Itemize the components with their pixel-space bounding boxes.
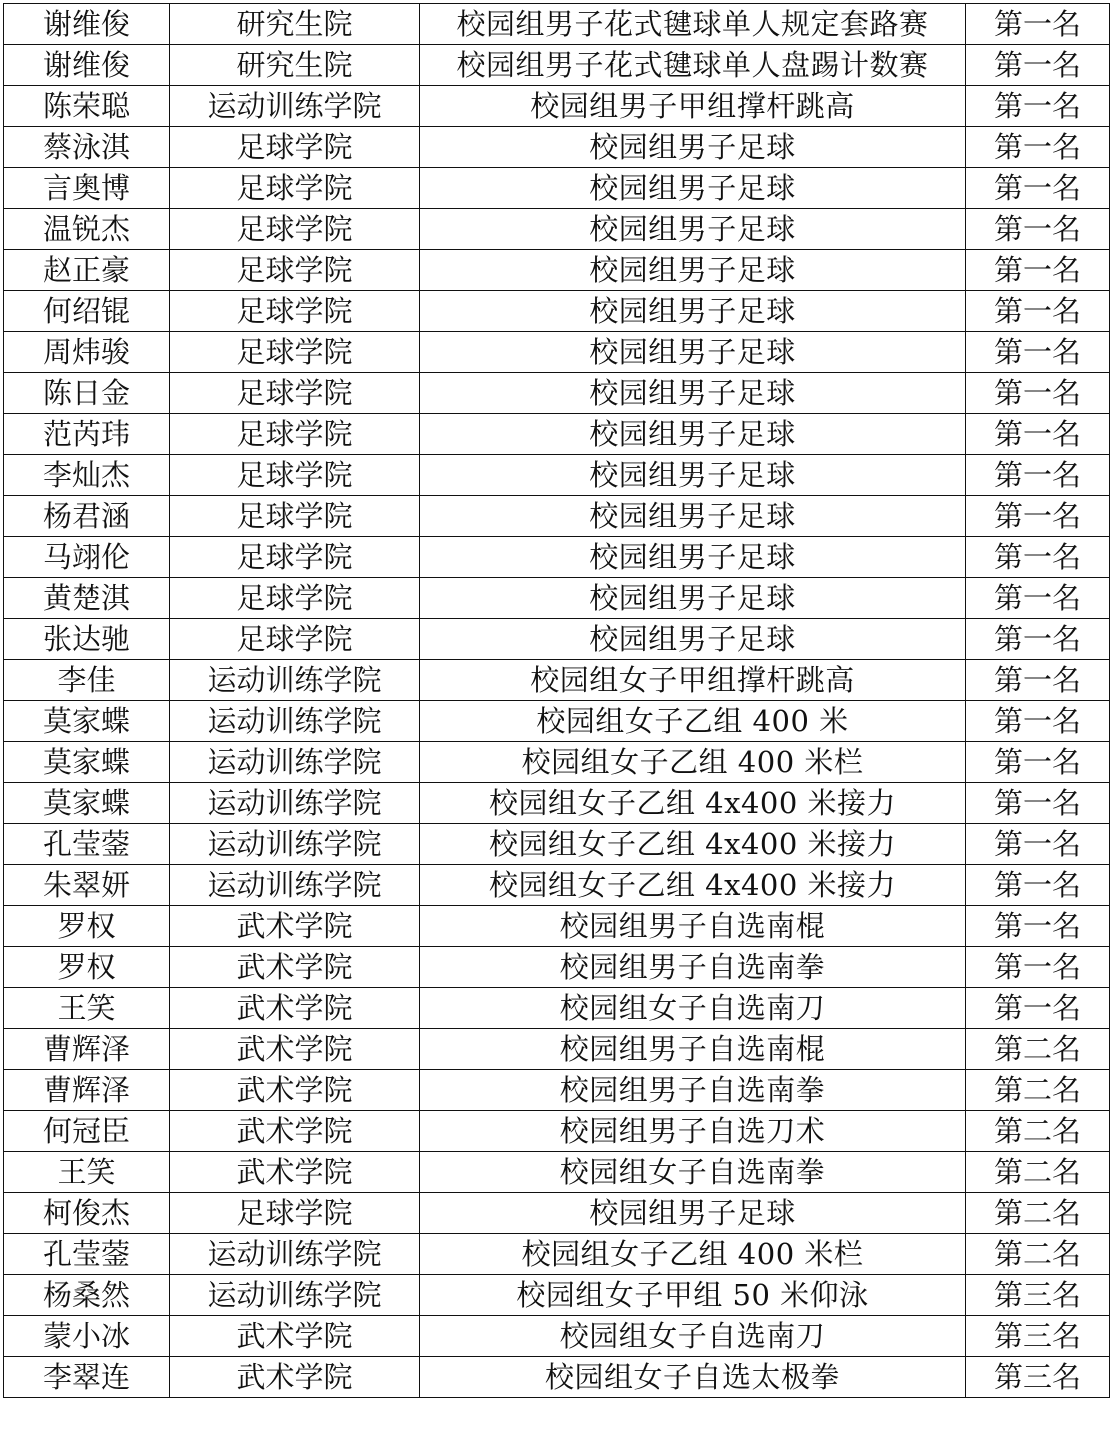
school-cell: 运动训练学院 (170, 865, 420, 906)
school-cell: 研究生院 (170, 45, 420, 86)
athlete-name-cell: 陈日金 (4, 373, 170, 414)
athlete-name-cell: 马翊伦 (4, 537, 170, 578)
athlete-name-cell: 周炜骏 (4, 332, 170, 373)
rank-cell: 第二名 (966, 1070, 1110, 1111)
rank-cell: 第二名 (966, 1234, 1110, 1275)
rank-cell: 第一名 (966, 783, 1110, 824)
table-row (4, 1111, 1110, 1152)
rank-cell: 第一名 (966, 332, 1110, 373)
event-cell: 校园组男子足球 (420, 127, 966, 168)
event-cell: 校园组男子自选刀术 (420, 1111, 966, 1152)
rank-cell: 第二名 (966, 1152, 1110, 1193)
school-cell: 运动训练学院 (170, 824, 420, 865)
school-cell: 足球学院 (170, 209, 420, 250)
table-row (4, 783, 1110, 824)
athlete-name-cell: 陈荣聪 (4, 86, 170, 127)
school-cell: 运动训练学院 (170, 701, 420, 742)
school-cell: 运动训练学院 (170, 86, 420, 127)
event-cell: 校园组女子自选南刀 (420, 988, 966, 1029)
rank-cell: 第三名 (966, 1357, 1110, 1398)
school-cell: 运动训练学院 (170, 1275, 420, 1316)
rank-cell: 第一名 (966, 619, 1110, 660)
table-row (4, 1070, 1110, 1111)
results-table-body (4, 4, 1110, 1398)
school-cell: 足球学院 (170, 455, 420, 496)
event-cell: 校园组男子足球 (420, 1193, 966, 1234)
rank-cell: 第一名 (966, 291, 1110, 332)
event-cell: 校园组男子足球 (420, 455, 966, 496)
event-cell: 校园组女子乙组 400 米栏 (420, 1234, 966, 1275)
event-cell: 校园组男子足球 (420, 414, 966, 455)
athlete-name-cell: 杨君涵 (4, 496, 170, 537)
rank-cell: 第三名 (966, 1275, 1110, 1316)
school-cell: 运动训练学院 (170, 660, 420, 701)
athlete-name-cell: 罗权 (4, 947, 170, 988)
athlete-name-cell: 莫家蝶 (4, 742, 170, 783)
athlete-name-cell: 曹辉泽 (4, 1029, 170, 1070)
event-cell: 校园组女子乙组 400 米 (420, 701, 966, 742)
school-cell: 武术学院 (170, 1357, 420, 1398)
event-cell: 校园组女子自选南拳 (420, 1152, 966, 1193)
rank-cell: 第一名 (966, 947, 1110, 988)
event-cell: 校园组男子足球 (420, 537, 966, 578)
rank-cell: 第一名 (966, 45, 1110, 86)
table-row (4, 578, 1110, 619)
event-cell: 校园组女子自选南刀 (420, 1316, 966, 1357)
event-cell: 校园组男子甲组撑杆跳高 (420, 86, 966, 127)
table-row (4, 742, 1110, 783)
table-row (4, 824, 1110, 865)
table-row (4, 86, 1110, 127)
rank-cell: 第一名 (966, 4, 1110, 45)
athlete-name-cell: 莫家蝶 (4, 701, 170, 742)
event-cell: 校园组男子花式毽球单人规定套路赛 (420, 4, 966, 45)
event-cell: 校园组男子足球 (420, 332, 966, 373)
rank-cell: 第一名 (966, 988, 1110, 1029)
table-row (4, 250, 1110, 291)
rank-cell: 第二名 (966, 1029, 1110, 1070)
school-cell: 研究生院 (170, 4, 420, 45)
event-cell: 校园组男子自选南拳 (420, 947, 966, 988)
table-row (4, 537, 1110, 578)
event-cell: 校园组男子足球 (420, 209, 966, 250)
table-row (4, 906, 1110, 947)
school-cell: 运动训练学院 (170, 742, 420, 783)
table-row (4, 1029, 1110, 1070)
table-row (4, 947, 1110, 988)
athlete-name-cell: 王笑 (4, 1152, 170, 1193)
event-cell: 校园组男子足球 (420, 578, 966, 619)
athlete-name-cell: 言奥博 (4, 168, 170, 209)
athlete-name-cell: 张达驰 (4, 619, 170, 660)
event-cell: 校园组男子足球 (420, 373, 966, 414)
table-row (4, 1275, 1110, 1316)
table-row (4, 1234, 1110, 1275)
table-row (4, 701, 1110, 742)
school-cell: 足球学院 (170, 332, 420, 373)
event-cell: 校园组男子自选南棍 (420, 1029, 966, 1070)
athlete-name-cell: 孔莹蓥 (4, 824, 170, 865)
school-cell: 武术学院 (170, 1029, 420, 1070)
athlete-name-cell: 杨桑然 (4, 1275, 170, 1316)
table-row (4, 1152, 1110, 1193)
table-row (4, 291, 1110, 332)
rank-cell: 第二名 (966, 1193, 1110, 1234)
school-cell: 足球学院 (170, 578, 420, 619)
athlete-name-cell: 李佳 (4, 660, 170, 701)
table-row (4, 168, 1110, 209)
table-row (4, 373, 1110, 414)
rank-cell: 第一名 (966, 86, 1110, 127)
event-cell: 校园组男子花式毽球单人盘踢计数赛 (420, 45, 966, 86)
school-cell: 武术学院 (170, 1111, 420, 1152)
rank-cell: 第一名 (966, 865, 1110, 906)
table-row (4, 4, 1110, 45)
athlete-name-cell: 罗权 (4, 906, 170, 947)
athlete-name-cell: 蔡泳淇 (4, 127, 170, 168)
event-cell: 校园组男子自选南拳 (420, 1070, 966, 1111)
event-cell: 校园组女子自选太极拳 (420, 1357, 966, 1398)
school-cell: 武术学院 (170, 1152, 420, 1193)
rank-cell: 第二名 (966, 1111, 1110, 1152)
event-cell: 校园组男子足球 (420, 496, 966, 537)
table-row (4, 988, 1110, 1029)
athlete-name-cell: 谢维俊 (4, 4, 170, 45)
rank-cell: 第一名 (966, 414, 1110, 455)
table-row (4, 660, 1110, 701)
results-table (3, 3, 1110, 1398)
rank-cell: 第一名 (966, 537, 1110, 578)
rank-cell: 第三名 (966, 1316, 1110, 1357)
rank-cell: 第一名 (966, 496, 1110, 537)
athlete-name-cell: 范芮玮 (4, 414, 170, 455)
event-cell: 校园组女子乙组 4x400 米接力 (420, 865, 966, 906)
rank-cell: 第一名 (966, 250, 1110, 291)
rank-cell: 第一名 (966, 906, 1110, 947)
athlete-name-cell: 李灿杰 (4, 455, 170, 496)
athlete-name-cell: 莫家蝶 (4, 783, 170, 824)
school-cell: 武术学院 (170, 1316, 420, 1357)
table-row (4, 1193, 1110, 1234)
table-row (4, 414, 1110, 455)
athlete-name-cell: 赵正豪 (4, 250, 170, 291)
event-cell: 校园组女子乙组 4x400 米接力 (420, 824, 966, 865)
table-row (4, 332, 1110, 373)
event-cell: 校园组男子足球 (420, 619, 966, 660)
school-cell: 武术学院 (170, 906, 420, 947)
rank-cell: 第一名 (966, 578, 1110, 619)
athlete-name-cell: 孔莹蓥 (4, 1234, 170, 1275)
school-cell: 足球学院 (170, 127, 420, 168)
athlete-name-cell: 朱翠妍 (4, 865, 170, 906)
athlete-name-cell: 蒙小冰 (4, 1316, 170, 1357)
athlete-name-cell: 谢维俊 (4, 45, 170, 86)
athlete-name-cell: 柯俊杰 (4, 1193, 170, 1234)
school-cell: 运动训练学院 (170, 1234, 420, 1275)
table-row (4, 209, 1110, 250)
rank-cell: 第一名 (966, 209, 1110, 250)
event-cell: 校园组女子乙组 4x400 米接力 (420, 783, 966, 824)
athlete-name-cell: 何冠臣 (4, 1111, 170, 1152)
athlete-name-cell: 温锐杰 (4, 209, 170, 250)
event-cell: 校园组女子乙组 400 米栏 (420, 742, 966, 783)
school-cell: 足球学院 (170, 291, 420, 332)
athlete-name-cell: 王笑 (4, 988, 170, 1029)
table-row (4, 1316, 1110, 1357)
rank-cell: 第一名 (966, 373, 1110, 414)
rank-cell: 第一名 (966, 168, 1110, 209)
school-cell: 足球学院 (170, 414, 420, 455)
table-row (4, 455, 1110, 496)
rank-cell: 第一名 (966, 127, 1110, 168)
athlete-name-cell: 何绍锟 (4, 291, 170, 332)
table-row (4, 865, 1110, 906)
athlete-name-cell: 曹辉泽 (4, 1070, 170, 1111)
school-cell: 运动训练学院 (170, 783, 420, 824)
rank-cell: 第一名 (966, 742, 1110, 783)
school-cell: 武术学院 (170, 1070, 420, 1111)
event-cell: 校园组女子甲组 50 米仰泳 (420, 1275, 966, 1316)
table-row (4, 127, 1110, 168)
table-row (4, 496, 1110, 537)
school-cell: 足球学院 (170, 496, 420, 537)
school-cell: 足球学院 (170, 537, 420, 578)
table-row (4, 1357, 1110, 1398)
athlete-name-cell: 李翠连 (4, 1357, 170, 1398)
rank-cell: 第一名 (966, 824, 1110, 865)
event-cell: 校园组女子甲组撑杆跳高 (420, 660, 966, 701)
rank-cell: 第一名 (966, 701, 1110, 742)
rank-cell: 第一名 (966, 455, 1110, 496)
event-cell: 校园组男子自选南棍 (420, 906, 966, 947)
rank-cell: 第一名 (966, 660, 1110, 701)
table-row (4, 619, 1110, 660)
school-cell: 武术学院 (170, 988, 420, 1029)
table-row (4, 45, 1110, 86)
school-cell: 武术学院 (170, 947, 420, 988)
event-cell: 校园组男子足球 (420, 168, 966, 209)
athlete-name-cell: 黄楚淇 (4, 578, 170, 619)
school-cell: 足球学院 (170, 168, 420, 209)
results-sheet (3, 3, 1110, 1398)
school-cell: 足球学院 (170, 1193, 420, 1234)
event-cell: 校园组男子足球 (420, 250, 966, 291)
school-cell: 足球学院 (170, 619, 420, 660)
school-cell: 足球学院 (170, 250, 420, 291)
school-cell: 足球学院 (170, 373, 420, 414)
event-cell: 校园组男子足球 (420, 291, 966, 332)
